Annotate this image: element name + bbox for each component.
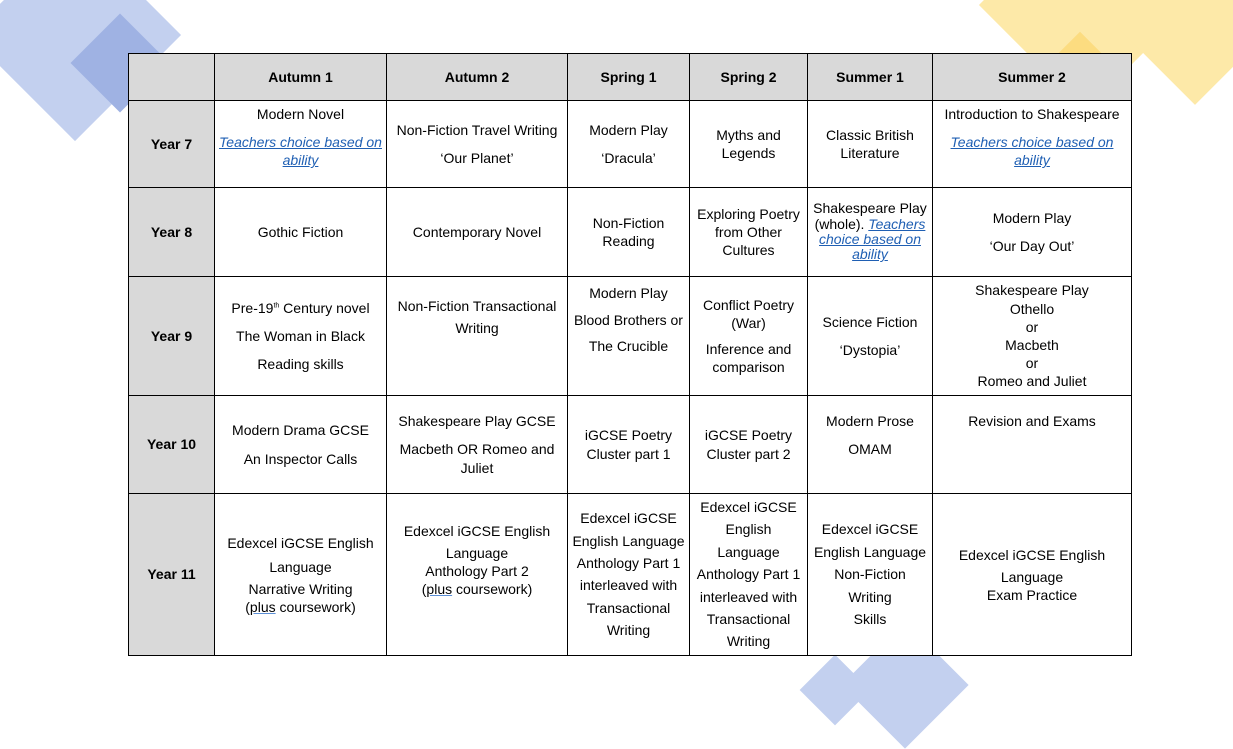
table-row-year-7 <box>129 101 1132 188</box>
teachers-choice-link[interactable]: Teachers choice based on ability <box>219 134 382 169</box>
cell-text: from Other <box>715 223 782 240</box>
header-spring-1: Spring 1 <box>568 54 690 101</box>
cell-text: ‘Our Day Out’ <box>989 238 1075 254</box>
cell-y9-summer-1 <box>808 277 933 396</box>
cell-text: Non-Fiction Writing <box>834 566 906 605</box>
header-autumn-2: Autumn 2 <box>387 54 568 101</box>
cell-y11-autumn-2 <box>387 494 568 656</box>
row-header-year-8: Year 8 <box>129 188 215 277</box>
cell-text: Inference and <box>705 341 792 357</box>
cell-text: Introduction to Shakespeare <box>944 106 1120 122</box>
cell-y10-spring-2 <box>690 396 808 494</box>
cell-text-group <box>219 598 382 616</box>
cell-text: Edexcel iGCSE English <box>958 547 1106 564</box>
cell-text: iGCSE Poetry <box>584 427 673 444</box>
cell-text: Reading <box>602 233 655 249</box>
table-row-year-11 <box>129 494 1132 656</box>
cell-y8-spring-2 <box>690 188 808 277</box>
cell-text: The Woman in Black <box>236 328 365 344</box>
cell-text: Myths and <box>716 126 781 143</box>
cell-text: Language <box>269 559 332 576</box>
cell-y8-summer-2 <box>933 188 1132 277</box>
cell-text: Modern Prose <box>826 413 914 429</box>
cell-text: plus <box>249 599 276 616</box>
cell-text: interleaved with <box>699 588 798 605</box>
cell-text: Exploring Poetry <box>697 205 800 222</box>
header-spring-2: Spring 2 <box>690 54 808 101</box>
cell-text-group <box>219 294 382 322</box>
cell-text: Science Fiction <box>822 313 918 330</box>
cell-text: Cultures <box>722 242 775 259</box>
header-autumn-1: Autumn 1 <box>215 54 387 101</box>
cell-text: Conflict Poetry <box>702 296 795 313</box>
row-header-year-9: Year 9 <box>129 277 215 396</box>
cell-text: interleaved with <box>579 577 678 594</box>
table-row-year-10 <box>129 396 1132 494</box>
cell-y11-summer-1 <box>808 494 933 656</box>
cell-text: Othello <box>1009 300 1055 317</box>
cell-text: Gothic Fiction <box>257 223 344 240</box>
cell-y7-autumn-2 <box>387 101 568 188</box>
cell-y9-autumn-1 <box>215 277 387 396</box>
header-corner <box>129 54 215 101</box>
cell-y7-spring-2 <box>690 101 808 188</box>
cell-text: Modern Play <box>589 285 668 301</box>
cell-text: Macbeth <box>1005 337 1059 353</box>
cell-y10-spring-1 <box>568 396 690 494</box>
cell-text: Edexcel iGCSE English <box>403 523 551 539</box>
cell-text: Modern Play <box>589 121 668 138</box>
cell-text: ‘Dystopia’ <box>839 342 901 358</box>
cell-text: Cluster part 1 <box>586 445 671 462</box>
cell-text: Writing <box>455 320 499 337</box>
cell-text: Modern Novel <box>256 106 345 122</box>
cell-text: coursework) <box>452 581 533 598</box>
cell-text: (whole). <box>814 215 865 232</box>
cell-text: Literature <box>840 145 900 161</box>
cell-y8-autumn-2 <box>387 188 568 277</box>
cell-y8-spring-1 <box>568 188 690 277</box>
cell-text: English Language <box>717 521 780 560</box>
cell-text: Non-Fiction <box>592 214 665 231</box>
cell-text: Writing <box>726 633 771 650</box>
teachers-choice-link[interactable]: Teachers choice based on ability <box>819 215 926 263</box>
cell-text: The Crucible <box>588 338 669 355</box>
cell-y9-spring-1 <box>568 277 690 396</box>
cell-text: comparison <box>712 359 785 376</box>
cell-text: (War) <box>731 314 766 331</box>
cell-y11-autumn-1 <box>215 494 387 656</box>
cell-text: Juliet <box>460 459 494 476</box>
cell-text: Exam Practice <box>986 587 1078 604</box>
cell-text: or <box>1025 355 1039 372</box>
cell-text: An Inspector Calls <box>243 450 358 467</box>
cell-y8-autumn-1 <box>215 188 387 277</box>
cell-text-group <box>812 217 928 263</box>
cell-text: Anthology Part 1 <box>576 554 681 571</box>
cell-y11-spring-2 <box>690 494 808 656</box>
cell-y7-summer-1 <box>808 101 933 188</box>
cell-text: Non-Fiction Travel Writing <box>396 121 558 138</box>
header-summer-2: Summer 2 <box>933 54 1132 101</box>
cell-y8-summer-1 <box>808 188 933 277</box>
cell-text: Blood Brothers or <box>574 311 683 328</box>
cell-text: Shakespeare Play GCSE <box>398 413 556 430</box>
cell-text: Language <box>445 544 509 561</box>
row-header-year-10: Year 10 <box>129 396 215 494</box>
cell-y9-spring-2 <box>690 277 808 396</box>
cell-y9-autumn-2 <box>387 277 568 396</box>
cell-text: Modern Play <box>992 209 1072 226</box>
cell-text: Edexcel iGCSE English <box>227 535 374 552</box>
cell-text: Skills <box>853 610 887 627</box>
cell-text: Transactional <box>586 599 671 616</box>
cell-text: Century novel <box>279 300 370 316</box>
cell-text: Reading skills <box>257 356 344 372</box>
cell-text: Anthology Part 1 <box>696 566 801 583</box>
table-row-year-9 <box>129 277 1132 396</box>
cell-text: Modern Drama GCSE <box>232 422 369 439</box>
cell-text: or <box>1025 318 1039 335</box>
table-row-year-8 <box>129 188 1132 277</box>
cell-text: English Language <box>572 532 685 549</box>
cell-text: coursework) <box>275 599 356 616</box>
teachers-choice-link[interactable]: Teachers choice based on ability <box>950 134 1114 169</box>
cell-text-group <box>391 580 563 598</box>
cell-text: ‘Dracula’ <box>601 150 656 166</box>
cell-y7-summer-2 <box>933 101 1132 188</box>
cell-y7-spring-1 <box>568 101 690 188</box>
cell-y7-autumn-1 <box>215 101 387 188</box>
cell-y10-summer-1 <box>808 396 933 494</box>
cell-text: Classic British <box>826 126 914 143</box>
cell-y11-summer-2 <box>933 494 1132 656</box>
cell-text: Macbeth OR Romeo and <box>399 441 555 458</box>
cell-text: Non-Fiction Transactional <box>397 298 557 314</box>
cell-text: Writing <box>606 622 651 639</box>
curriculum-table <box>128 53 1132 656</box>
cell-text: ( <box>245 599 250 616</box>
row-header-year-11: Year 11 <box>129 494 215 656</box>
superscript: th <box>273 302 280 310</box>
cell-y11-spring-1 <box>568 494 690 656</box>
header-row <box>129 54 1132 101</box>
cell-text: ‘Our Planet’ <box>440 150 514 166</box>
cell-text: Romeo and Juliet <box>977 373 1087 390</box>
cell-text: Pre-19 <box>231 300 274 316</box>
cell-text: plus <box>426 581 453 598</box>
header-summer-1: Summer 1 <box>808 54 933 101</box>
cell-y10-summer-2 <box>933 396 1132 494</box>
cell-text: Transactional <box>706 610 791 627</box>
cell-text: Edexcel iGCSE <box>700 499 797 515</box>
cell-text: ( <box>421 581 427 598</box>
cell-text: iGCSE Poetry <box>704 427 793 444</box>
row-header-year-7: Year 7 <box>129 101 215 188</box>
cell-text: Contemporary Novel <box>412 223 542 240</box>
cell-text: Anthology Part 2 <box>425 562 529 579</box>
cell-text: OMAM <box>848 441 892 458</box>
cell-text: English Language <box>813 543 927 560</box>
cell-y10-autumn-1 <box>215 396 387 494</box>
cell-y9-summer-2 <box>933 277 1132 396</box>
cell-text: Cluster part 2 <box>706 445 791 462</box>
cell-text: Shakespeare Play <box>975 282 1089 299</box>
cell-text: Revision and Exams <box>968 413 1096 429</box>
cell-text: Legends <box>721 145 776 161</box>
cell-text: Language <box>1000 569 1064 586</box>
cell-text: Edexcel iGCSE <box>580 510 677 527</box>
cell-y10-autumn-2 <box>387 396 568 494</box>
cell-text: Narrative Writing <box>248 580 353 597</box>
cell-text: Shakespeare Play <box>813 200 927 217</box>
cell-text: Edexcel iGCSE <box>821 521 919 538</box>
